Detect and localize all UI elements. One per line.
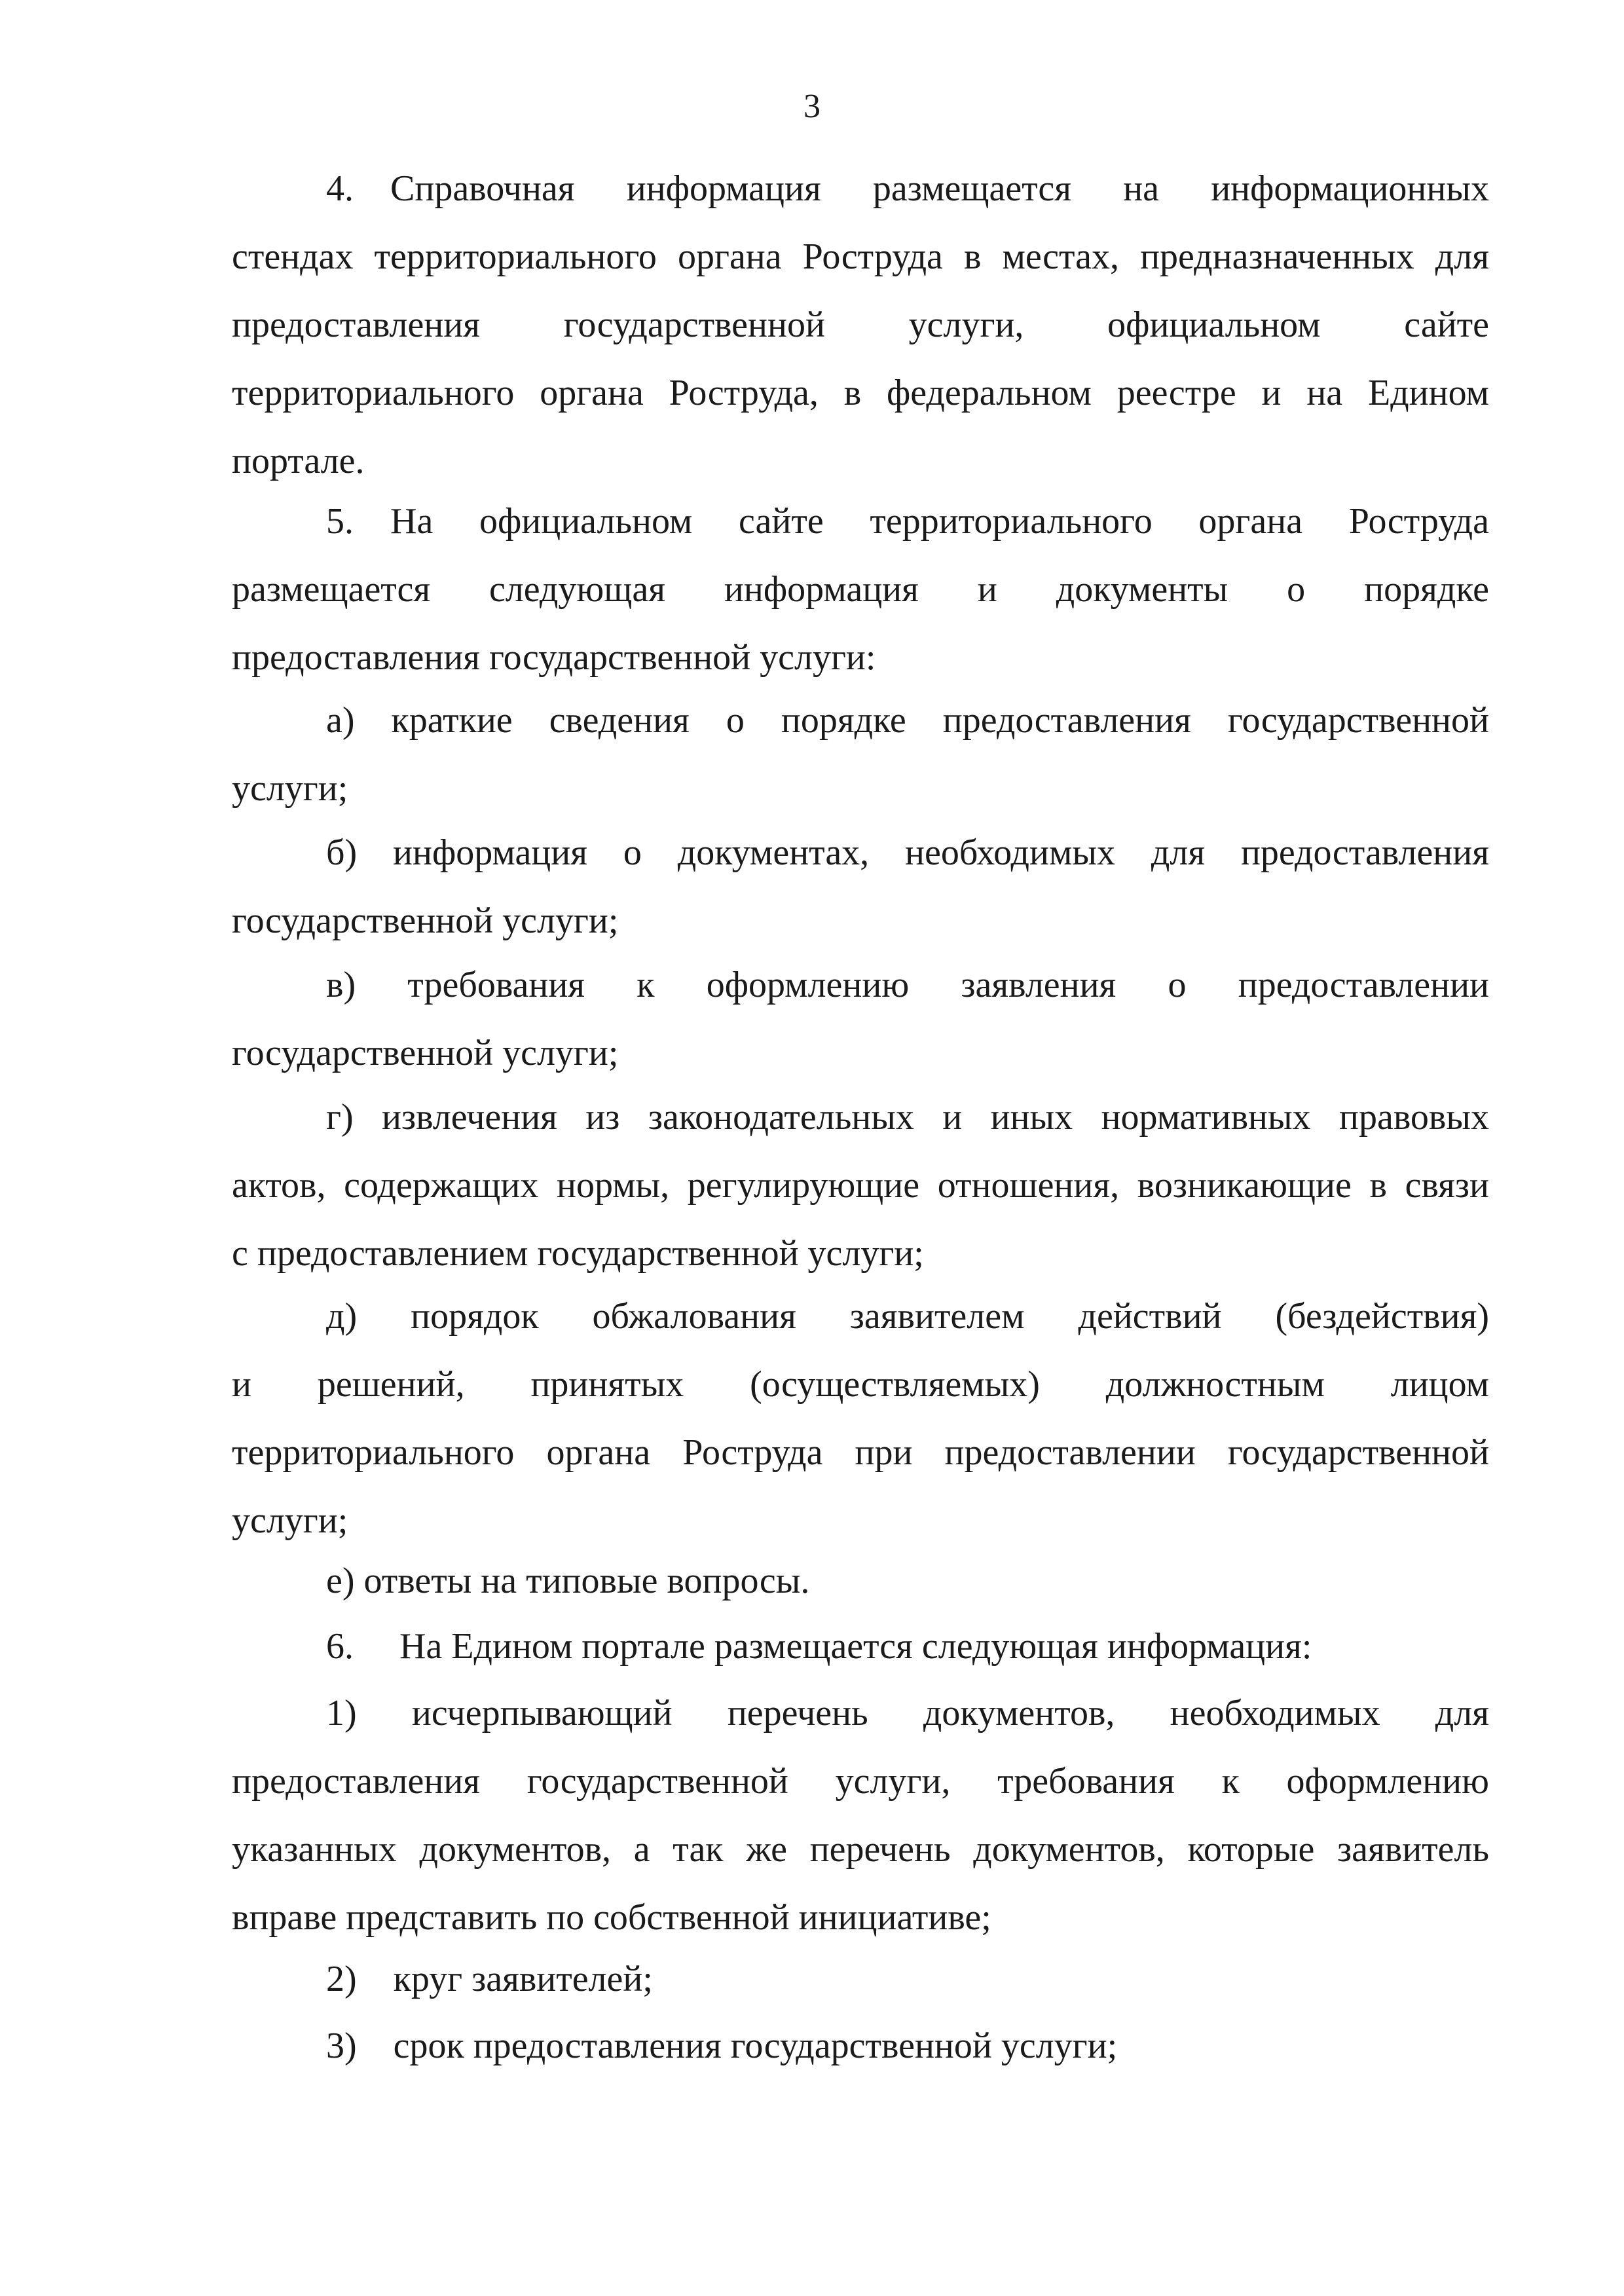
list-item-6-2 (232, 1945, 1489, 2013)
text-line: а) краткие сведения о порядке предоставления государственной (326, 700, 1489, 741)
text-line: 4. Справочная информация размещается на информационных (326, 168, 1489, 209)
text-line: предоставления государственной услуги, требования к оформлению (232, 1761, 1489, 1802)
text-line: предоставления государственной услуги: (232, 637, 876, 678)
paragraph-5 (232, 487, 1489, 692)
text-line: 6. На Едином портале размещается следующая информация: (326, 1626, 1312, 1667)
text-line: б) информация о документах, необходимых для предоставления (326, 832, 1489, 873)
text-line: д) порядок обжалования заявителем действий (бездействия) (326, 1296, 1489, 1337)
text-line: услуги; (232, 768, 348, 809)
text-line: размещается следующая информация и документы о порядке (232, 569, 1489, 610)
page-number: 3 (803, 88, 821, 125)
list-item-5a (232, 686, 1489, 823)
text-line: вправе представить по собственной инициативе; (232, 1897, 991, 1938)
text-line: государственной услуги; (232, 900, 619, 941)
text-line: территориального органа Роструда, в федеральном реестре и на Едином (232, 373, 1489, 413)
text-line: стендах территориального органа Роструда в местах, предназначенных для (232, 236, 1489, 277)
list-item-5d (232, 1282, 1489, 1555)
list-item-6-3 (232, 2012, 1489, 2080)
text-line: 1) исчерпывающий перечень документов, необходимых для (326, 1693, 1489, 1733)
text-line: указанных документов, а так же перечень документов, которые заявитель (232, 1829, 1489, 1870)
paragraph-4 (232, 155, 1489, 495)
list-item-5e (232, 1547, 1489, 1615)
text-line: г) извлечения из законодательных и иных нормативных правовых (326, 1097, 1489, 1138)
list-item-5v (232, 951, 1489, 1087)
text-line: 2) круг заявителей; (326, 1959, 653, 1999)
list-item-5b (232, 819, 1489, 955)
text-line: государственной услуги; (232, 1033, 619, 1073)
text-line: и решений, принятых (осуществляемых) должностным лицом (232, 1364, 1489, 1405)
list-item-5g (232, 1083, 1489, 1287)
paragraph-6 (232, 1612, 1489, 1680)
text-line: с предоставлением государственной услуги; (232, 1233, 924, 1274)
text-line: предоставления государственной услуги, официальном сайте (232, 305, 1489, 345)
text-line: е) ответы на типовые вопросы. (326, 1561, 810, 1601)
text-line: в) требования к оформлению заявления о предоставлении (326, 965, 1489, 1005)
text-line: 5. На официальном сайте территориального органа Роструда (326, 501, 1489, 542)
text-line: актов, содержащих нормы, регулирующие отношения, возникающие в связи (232, 1165, 1489, 1206)
text-line: услуги; (232, 1500, 348, 1541)
text-line: 3) срок предоставления государственной услуги; (326, 2026, 1118, 2066)
list-item-6-1 (232, 1679, 1489, 1952)
text-line: портале. (232, 441, 365, 481)
text-line: территориального органа Роструда при предоставлении государственной (232, 1432, 1489, 1473)
